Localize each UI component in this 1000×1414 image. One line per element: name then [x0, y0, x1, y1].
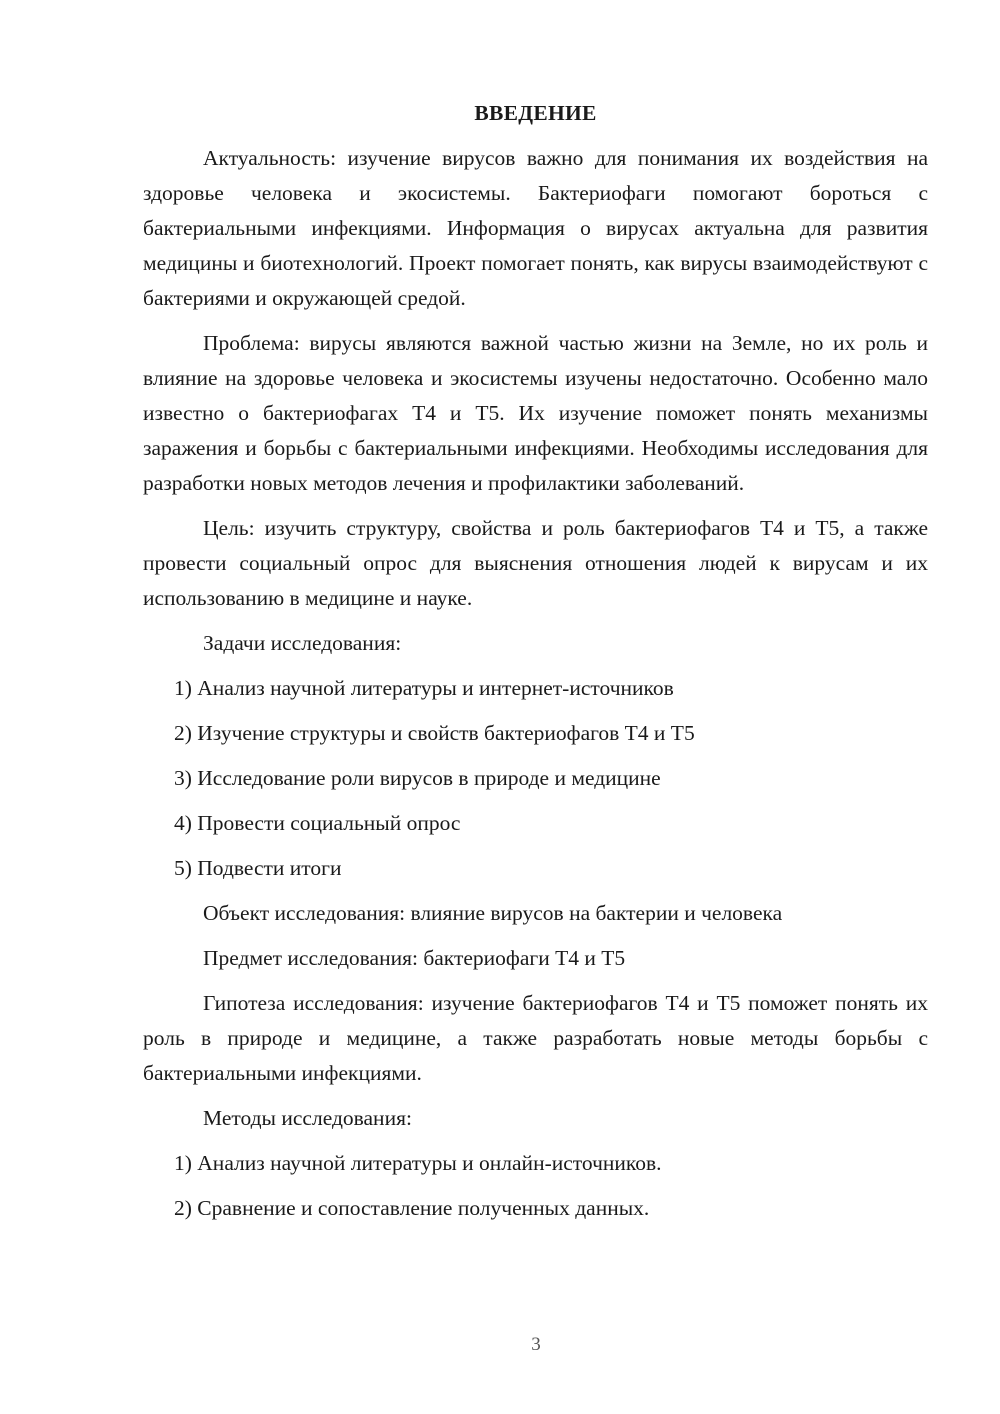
research-subject: Предмет исследования: бактериофаги Т4 и Т5	[203, 946, 626, 970]
page-number: 3	[531, 1334, 541, 1355]
goal-paragraph: Цель: изучить структуру, свойства и роль бактериофагов Т4 и Т5, а также провести социальный опрос для выяснения отношения людей к вирусам и их использованию в медицине и науке.	[143, 516, 928, 610]
section-title: ВВЕДЕНИЕ	[474, 101, 597, 125]
relevance-paragraph: Актуальность: изучение вирусов важно для понимания их воздействия на здоровье человека и экосистемы. Бактериофаги помогают бороться с бактериальными инфекциями. Информация о вирусах актуальна для развития медицины и биотехнологий. Проект помогает понять, как вирусы взаимодействуют с бактериями и окружающей средой.	[143, 146, 928, 310]
document-page	[143, 96, 928, 1236]
tasks-list	[143, 671, 928, 886]
methods-list	[143, 1146, 928, 1226]
task-item: 4) Провести социальный опрос	[174, 811, 461, 835]
task-item: 2) Изучение структуры и свойств бактериофагов Т4 и Т5	[174, 721, 695, 745]
method-item: 2) Сравнение и сопоставление полученных данных.	[174, 1196, 650, 1220]
problem-paragraph: Проблема: вирусы являются важной частью жизни на Земле, но их роль и влияние на здоровье человека и экосистемы изучены недостаточно. Особенно мало известно о бактериофагах Т4 и Т5. Их изучение поможет понять механизмы заражения и борьбы с бактериальными инфекциями. Необходимы исследования для разработки новых методов лечения и профилактики заболеваний.	[143, 331, 928, 495]
method-item: 1) Анализ научной литературы и онлайн-источников.	[174, 1151, 662, 1175]
methods-heading: Методы исследования:	[203, 1106, 412, 1130]
task-item: 5) Подвести итоги	[174, 856, 342, 880]
hypothesis-paragraph: Гипотеза исследования: изучение бактериофагов Т4 и Т5 поможет понять их роль в природе и медицине, а также разработать новые методы борьбы с бактериальными инфекциями.	[143, 991, 928, 1085]
task-item: 3) Исследование роли вирусов в природе и медицине	[174, 766, 661, 790]
task-item: 1) Анализ научной литературы и интернет-источников	[174, 676, 674, 700]
research-object: Объект исследования: влияние вирусов на бактерии и человека	[203, 901, 783, 925]
tasks-heading: Задачи исследования:	[203, 631, 402, 655]
